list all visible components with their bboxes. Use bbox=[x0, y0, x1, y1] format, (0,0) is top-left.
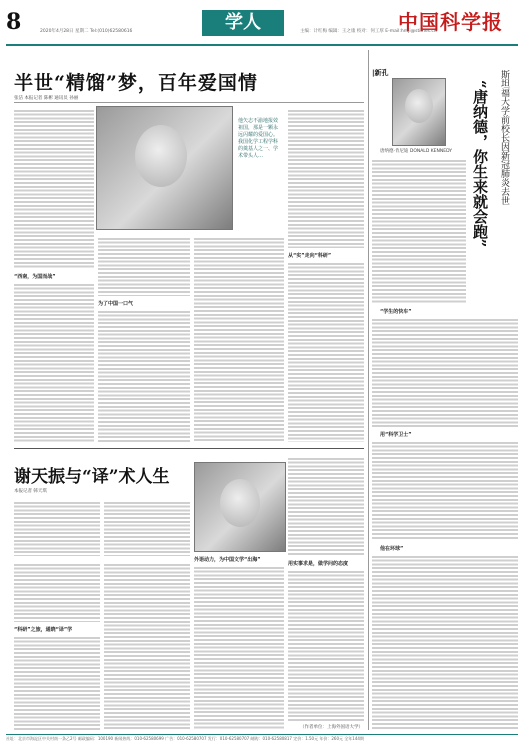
subhead: 用实事求是，做学问的态度 bbox=[288, 561, 349, 567]
pull-quote: 他矢志不渝地报效祖国，那是一颗永远闪耀的爱国心。我国化学工程学科的奠基人之一、学术带头人… bbox=[238, 118, 279, 159]
column-divider bbox=[368, 50, 369, 730]
subhead: 外语动力，为中国文学“出海” bbox=[194, 557, 261, 563]
section-divider bbox=[14, 448, 364, 449]
subhead: 为了中国一口气 bbox=[98, 301, 134, 307]
portrait-photo bbox=[96, 106, 233, 230]
portrait-photo bbox=[392, 78, 446, 146]
sidebar-body bbox=[372, 317, 518, 427]
article2-body bbox=[104, 562, 190, 730]
subhead: 从“实”走向“科研” bbox=[288, 253, 332, 259]
article2-body bbox=[288, 456, 364, 556]
page-number: 8 bbox=[6, 9, 22, 35]
article1-title: 半世“精馏”梦，百年爱国情 bbox=[14, 72, 258, 94]
subhead: “科研”之旅，通晓“译”学 bbox=[14, 627, 73, 633]
article1-body bbox=[14, 282, 94, 442]
article2-byline: 本报记者 韩天琪 bbox=[14, 489, 47, 494]
article2-body bbox=[14, 562, 100, 622]
sidebar-body bbox=[372, 158, 466, 303]
subhead: 他在环球” bbox=[380, 546, 404, 552]
article1-body bbox=[14, 108, 94, 268]
article1-body bbox=[288, 108, 364, 248]
subhead: “西南，为国而战” bbox=[14, 274, 56, 280]
article2-body bbox=[104, 500, 190, 556]
article2-body bbox=[14, 635, 100, 730]
article2-title: 谢天振与“译”术人生 bbox=[14, 467, 170, 487]
sidebar-body bbox=[372, 440, 518, 540]
photo-caption: 唐纳德·肯尼迪 DONALD KENNEDY bbox=[380, 149, 453, 154]
subhead: “学生的快车” bbox=[380, 309, 412, 315]
article1-body bbox=[194, 236, 284, 442]
date-line: 2020年4月28日 星期二 Tel:(010)62580616 bbox=[40, 29, 133, 34]
article1-body bbox=[98, 236, 190, 296]
sidebar-title: 斯坦福大学前校长因新冠肺炎去世 bbox=[499, 70, 509, 205]
portrait-photo bbox=[194, 462, 286, 552]
subhead: 用“科学卫士” bbox=[380, 432, 412, 438]
author-note: （作者单位：上海外国语大学） bbox=[300, 725, 363, 730]
page-header bbox=[0, 0, 524, 42]
divider bbox=[14, 102, 364, 103]
article2-body bbox=[194, 565, 284, 730]
newspaper-logo: 中国科学报 bbox=[398, 10, 503, 34]
sidebar-tag: |新孔 bbox=[372, 69, 389, 77]
article1-body bbox=[98, 309, 190, 442]
section-title: 学人 bbox=[202, 10, 284, 36]
sidebar-headline: “唐纳德，你生来就会跑” bbox=[471, 80, 489, 248]
article1-byline: 张洁 本报记者 陈彬 通讯员 孙丽 bbox=[14, 96, 79, 101]
editor-line: 主编：计红梅 编辑：王之康 校对：何工厚 E-mail:hmji@stimes.cn bbox=[300, 29, 437, 34]
page-footer: 社址：北京市海淀区中关村南一条乙2号 邮政编码：100190 新闻热线：010-62580699 广告：010-62580707 发行：010-62580707 邮购：010-62580817 定价：1.50元 年价：260元 全年144期 bbox=[6, 734, 518, 742]
article1-body bbox=[288, 261, 364, 442]
article2-body bbox=[14, 500, 100, 556]
article2-body bbox=[288, 569, 364, 721]
header-divider bbox=[6, 44, 518, 46]
sidebar-body bbox=[372, 554, 518, 730]
